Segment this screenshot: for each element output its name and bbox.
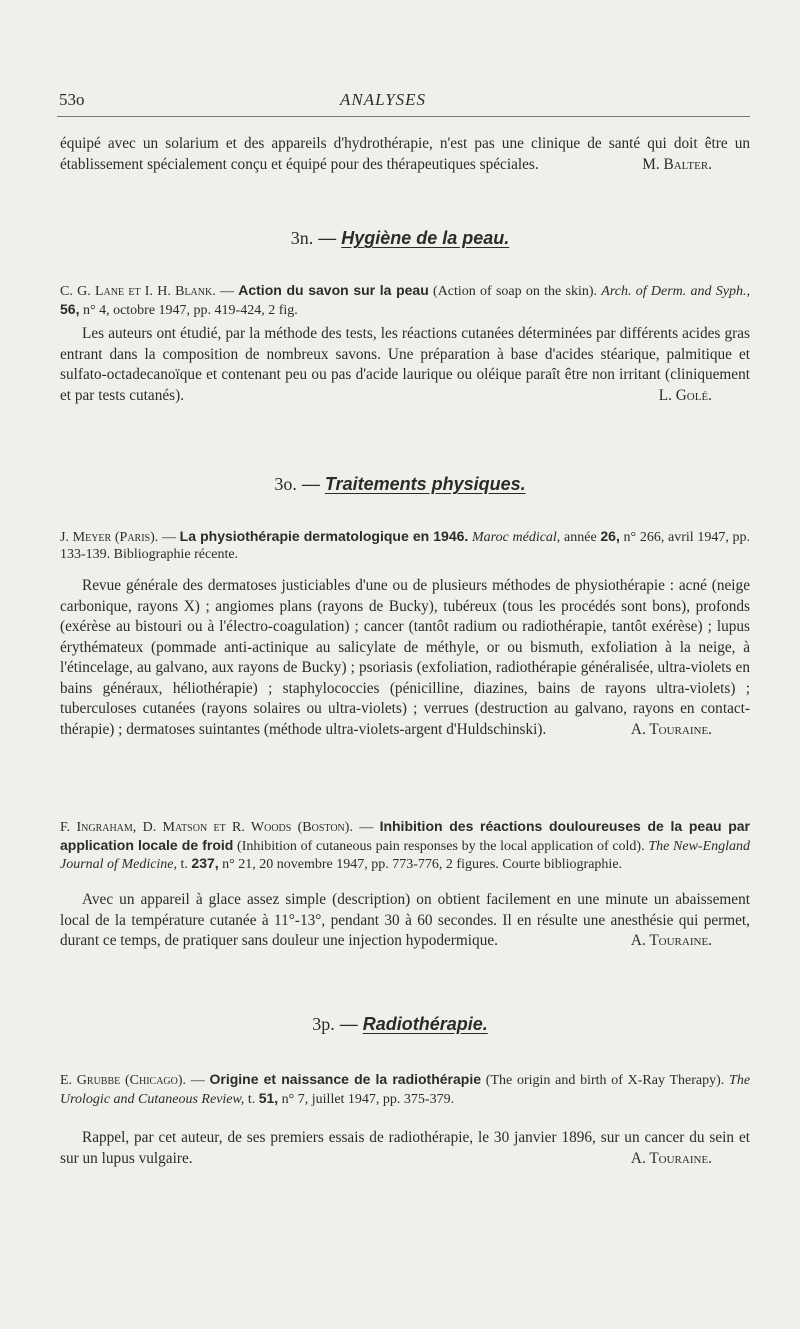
abstract-text: Revue générale des dermatoses justiciables d'une ou de plusieurs méthodes de physiothérapie : acné (neige carbonique, rayons X) ; angiomes plans (rayons de Bucky), tubéreux (tous les procédés sont bons), profonds (exérèse au bistouri ou à l'électro-coagulation) ; cancer (tantôt radium ou radiothérapie, tantôt exérèse) ; lupus érythémateux (pommade anti-actinique au salicylate de méthyle, or ou bismuth, exfoliation à la neige, à l'étincelage, au galvano, aux rayons de Bucky) ; psoriasis (exfoliation, radiothérapie généralisée, ultra-violets en bains généraux, héliothérapie) ; staphylococcies (pénicilline, diazines, bains de rayons ultra-violets) ; tuberculoses cutanées (rayons solaires ou ultra-violets) ; verrues (destruction au galvano, rayons en contact-thérapie) ; dermatoses suintantes (méthode ultra-violets-argent d'Huldschinski). bbox=[60, 577, 750, 738]
section-number: 3n. bbox=[290, 228, 314, 248]
article-title: Origine et naissance de la radiothérapie bbox=[209, 1071, 482, 1087]
article-reference: E. Grubbe (Chicago). — Origine et naissance de la radiothérapie (The origin and birth of X-Ray Therapy). The Urologic and Cutaneous Review, t. 51, n° 7, juillet 1947, pp. 375-379. bbox=[60, 1071, 751, 1107]
intro-paragraph bbox=[60, 134, 750, 175]
article-pub-details: n° 4, octobre 1947, pp. 419-424, 2 fig. bbox=[82, 302, 298, 318]
article-authors: F. Ingraham, D. Matson et R. Woods (Boston). bbox=[60, 820, 353, 835]
article-volume: 26, bbox=[600, 528, 620, 544]
article-title: Action du savon sur la peau bbox=[238, 282, 429, 298]
article-title: La physiothérapie dermatologique en 1946. bbox=[179, 528, 469, 544]
header-rule bbox=[57, 116, 750, 117]
article-authors: C. G. Lane et I. H. Blank. bbox=[60, 284, 216, 299]
article-volume: 56, bbox=[60, 300, 80, 317]
article-reference: F. Ingraham, D. Matson et R. Woods (Boston). — Inhibition des réactions douloureuses de la peau par application locale de froid (Inhibition of cutaneous pain responses by the local application of cold). The New-England Journal of Medicine, t. 237, n° 21, 20 novembre 1947, pp. 773-776, 2 figures. Courte bibliographie. bbox=[60, 818, 751, 872]
running-title: ANALYSES bbox=[340, 90, 427, 109]
article-title: Inhibition des réactions douloureuses de la peau par application locale de froid bbox=[60, 818, 751, 853]
section-dash: — bbox=[301, 474, 320, 494]
section-heading-radiotherapie bbox=[0, 1014, 800, 1035]
section-heading-traitements bbox=[0, 474, 800, 495]
article-details: (The origin and birth of X-Ray Therapy). bbox=[485, 1073, 725, 1088]
article-journal: The Urologic and Cutaneous Review, bbox=[60, 1073, 751, 1107]
section-title: Hygiène de la peau. bbox=[341, 228, 510, 248]
article-details: (Action of soap on the skin). bbox=[433, 284, 598, 299]
page-number: 53o bbox=[59, 90, 85, 109]
article-details: année bbox=[564, 530, 597, 545]
article-abstract bbox=[60, 1128, 750, 1169]
article-signature: A. Touraine. bbox=[630, 932, 712, 949]
article-details: (Inhibition of cutaneous pain responses by the local application of cold). bbox=[237, 838, 645, 854]
abstract-text: Rappel, par cet auteur, de ses premiers essais de radiothérapie, le 30 janvier 1896, sur un cancer du sein et sur un lupus vulgaire. bbox=[60, 1129, 750, 1167]
section-heading-hygiene bbox=[0, 228, 800, 249]
section-title: Traitements physiques. bbox=[324, 474, 526, 494]
article-journal: Maroc médical, bbox=[472, 530, 561, 545]
article-authors: E. Grubbe (Chicago). bbox=[60, 1073, 187, 1088]
section-number: 3o. bbox=[274, 474, 297, 494]
article-journal: The New-England Journal of Medicine, bbox=[60, 838, 751, 872]
abstract-text: Avec un appareil à glace assez simple (description) on obtient facilement en une minute un abaissement local de la température cutanée à 11°-13°, pendant 30 à 60 secondes. Il en résulte une anesthésie qui permet, durant ce temps, de pratiquer sans douleur une injection hypodermique. bbox=[60, 891, 750, 949]
article-signature: L. Golé. bbox=[658, 386, 712, 404]
abstract-text: Les auteurs ont étudié, par la méthode des tests, les réactions cutanées déterminées par différents acides gras entrant dans la composition de nombreux savons. Une préparation à base d'acides stéarique, palmitique et sulfato-octadecanoïque et contenant peu ou pas d'acide laurique ou oléique paraît être non irritant (cliniquement et par tests cutanés). bbox=[60, 325, 750, 404]
article-pub-details: n° 7, juillet 1947, pp. 375-379. bbox=[281, 1091, 455, 1107]
article-volume-prefix: t. bbox=[247, 1091, 256, 1107]
article-volume-prefix: t. bbox=[180, 857, 188, 872]
section-title: Radiothérapie. bbox=[362, 1014, 488, 1034]
section-dash: — bbox=[318, 228, 337, 248]
intro-text: équipé avec un solarium et des appareils d'hydrothérapie, n'est pas une clinique de santé qui doit être un établissement spécialement conçu et équipé pour des thérapeutiques spéciales. bbox=[60, 135, 750, 173]
section-number: 3p. bbox=[312, 1014, 335, 1034]
article-pub-details: n° 266, avril 1947, pp. 133-139. Bibliographie récente. bbox=[60, 530, 751, 562]
article-journal: Arch. of Derm. and Syph., bbox=[601, 284, 751, 299]
article-reference: J. Meyer (Paris). — La physiothérapie dermatologique en 1946. Maroc médical, année 26, n° 266, avril 1947, pp. 133-139. Bibliographie récente. bbox=[60, 528, 751, 562]
article-reference: C. G. Lane et I. H. Blank. — Action du savon sur la peau (Action of soap on the skin). Arch. of Derm. and Syph., 56, n° 4, octobre 1947, pp. 419-424, 2 fig. bbox=[60, 282, 751, 318]
article-authors: J. Meyer (Paris). bbox=[60, 530, 159, 545]
article-abstract bbox=[60, 324, 750, 406]
article-pub-details: n° 21, 20 novembre 1947, pp. 773-776, 2 figures. Courte bibliographie. bbox=[222, 857, 623, 872]
article-signature: A. Touraine. bbox=[630, 1149, 712, 1167]
article-volume: 237, bbox=[191, 855, 219, 871]
section-dash: — bbox=[339, 1014, 358, 1034]
intro-signature: M. Balter. bbox=[642, 155, 712, 173]
article-volume: 51, bbox=[258, 1089, 279, 1106]
article-abstract bbox=[60, 576, 750, 740]
article-abstract bbox=[60, 890, 750, 952]
article-signature: A. Touraine. bbox=[630, 720, 712, 738]
